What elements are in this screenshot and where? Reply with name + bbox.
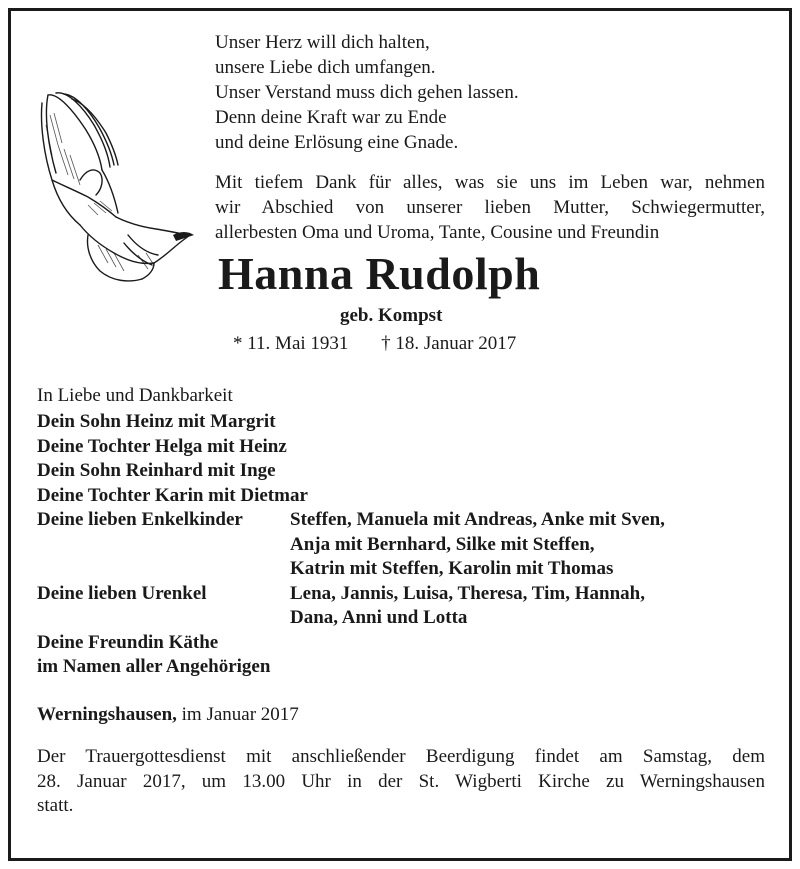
mourner-row (37, 557, 665, 582)
place-town: Werningshausen, (37, 704, 177, 725)
mourner-names: Katrin mit Steffen, Karolin mit Thomas (290, 558, 614, 579)
place-month: im Januar 2017 (176, 704, 299, 725)
mourner-names: Dana, Anni und Lotta (290, 607, 468, 628)
mourner-row (37, 631, 665, 656)
mourner-names: Steffen, Manuela mit Andreas, Anke mit Sven, (290, 509, 665, 530)
intro-line: Mit tiefem Dank für alles, was sie uns im Leben war, nehmen (215, 172, 765, 193)
mourner-label: im Namen aller Angehörigen (37, 656, 271, 677)
mourner-label: Deine Tochter Helga mit Heinz (37, 435, 287, 457)
life-dates (233, 333, 516, 355)
poem-line: Unser Herz will dich halten, (215, 32, 430, 53)
mourner-names: Lena, Jannis, Luisa, Theresa, Tim, Hannah, (290, 582, 645, 604)
mourner-label: Deine lieben Enkelkinder (37, 509, 243, 530)
mourner-row (37, 582, 665, 607)
poem-line: unsere Liebe dich umfangen. (215, 57, 436, 78)
mourner-label: Deine lieben Urenkel (37, 582, 207, 604)
birth-name: geb. Kompst (340, 305, 443, 326)
mourner-label (37, 533, 290, 558)
mourner-label (37, 557, 290, 582)
mourner-row (37, 459, 665, 484)
intro-line: allerbesten Oma und Uroma, Tante, Cousine und Freundin (215, 222, 660, 243)
praying-hands-icon (28, 85, 198, 285)
intro-text (215, 170, 765, 245)
mourner-label: Dein Sohn Reinhard mit Inge (37, 460, 276, 481)
mourner-row (37, 508, 665, 533)
service-line: statt. (37, 795, 74, 816)
mourner-row (37, 435, 665, 460)
death-date: † 18. Januar 2017 (381, 333, 517, 354)
poem-line: Denn deine Kraft war zu Ende (215, 107, 447, 128)
deceased-name: Hanna Rudolph (218, 248, 541, 299)
poem-block (215, 30, 519, 155)
service-info (37, 745, 765, 819)
mourners-lead: In Liebe und Dankbarkeit (37, 385, 233, 406)
mourner-label: Deine Tochter Karin mit Dietmar (37, 484, 308, 506)
mourner-names: Anja mit Bernhard, Silke mit Steffen, (290, 533, 595, 555)
place-date (37, 704, 299, 726)
mourner-label: Deine Freundin Käthe (37, 631, 219, 653)
mourner-row (37, 655, 665, 680)
mourner-row (37, 484, 665, 509)
poem-line: und deine Erlösung eine Gnade. (215, 132, 459, 153)
birth-date: * 11. Mai 1931 (233, 333, 349, 354)
service-line: Der Trauergottesdienst mit anschließender Beerdigung findet am Samstag, dem (37, 746, 765, 767)
mourner-label: Dein Sohn Heinz mit Margrit (37, 411, 276, 432)
poem-line: Unser Verstand muss dich gehen lassen. (215, 82, 519, 103)
mourner-row (37, 410, 665, 435)
intro-line: wir Abschied von unserer lieben Mutter, Schwiegermutter, (215, 197, 765, 218)
mourner-row (37, 606, 665, 631)
service-line: 28. Januar 2017, um 13.00 Uhr in der St. Wigberti Kirche zu Werningshausen (37, 770, 765, 792)
mourner-label (37, 606, 290, 631)
mourner-row (37, 533, 665, 558)
mourners-list (37, 410, 665, 680)
